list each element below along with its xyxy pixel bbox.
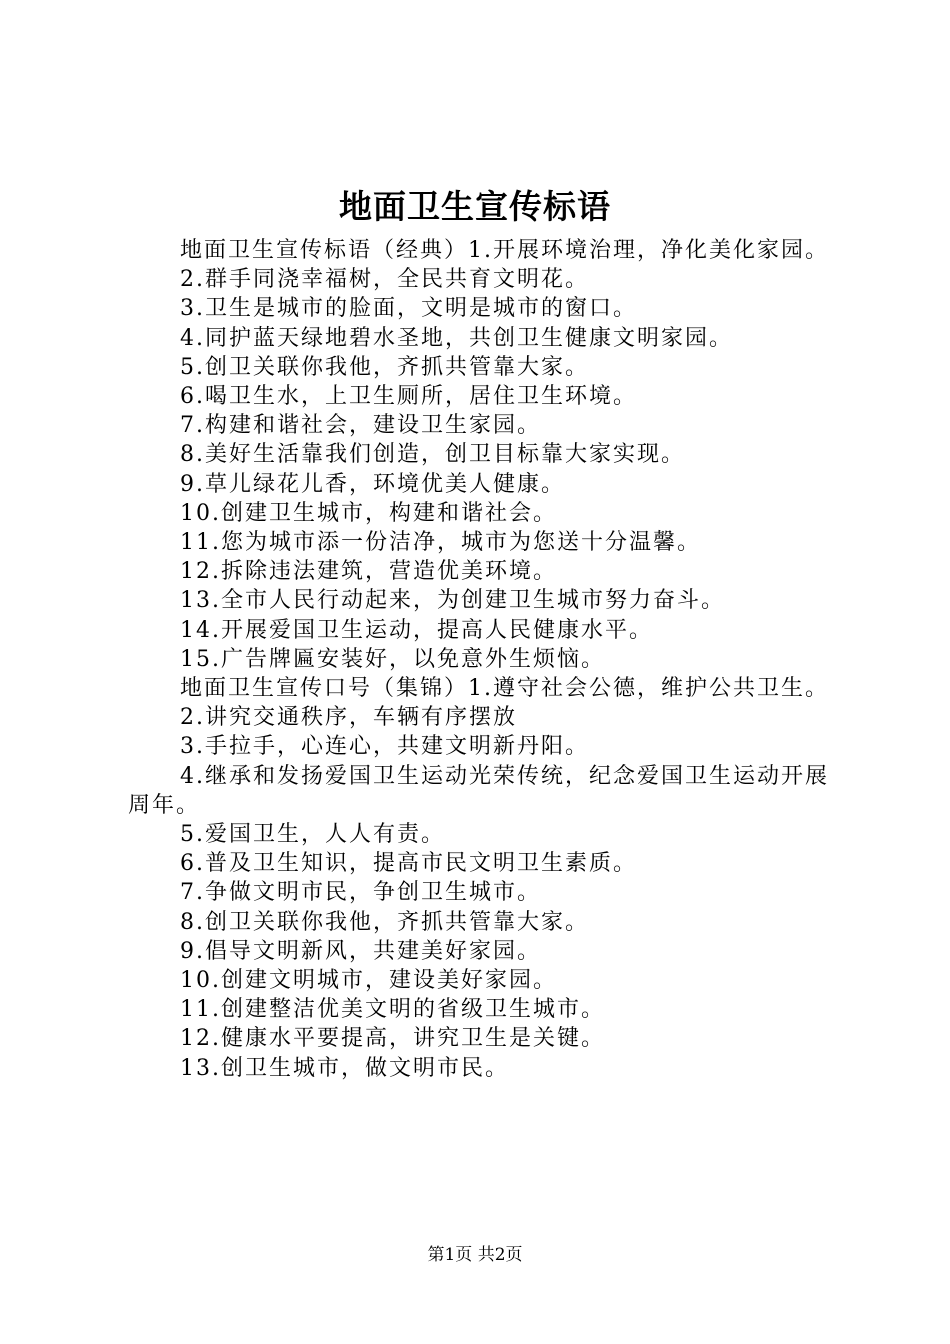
paragraph: 4.同护蓝天绿地碧水圣地，共创卫生健康文明家园。 bbox=[180, 325, 733, 351]
paragraph: 8.创卫关联你我他，齐抓共管靠大家。 bbox=[180, 909, 589, 935]
paragraph: 10.创建文明城市，建设美好家园。 bbox=[180, 968, 557, 994]
paragraph: 13.创卫生城市，做文明市民。 bbox=[180, 1055, 509, 1081]
paragraph: 地面卫生宣传标语（经典）1.开展环境治理，净化美化家园。 bbox=[180, 238, 829, 263]
paragraph: 11.创建整洁优美文明的省级卫生城市。 bbox=[180, 997, 605, 1023]
paragraph: 13.全市人民行动起来，为创建卫生城市努力奋斗。 bbox=[180, 588, 725, 614]
paragraph: 6.普及卫生知识，提高市民文明卫生素质。 bbox=[180, 851, 637, 877]
paragraph: 6.喝卫生水，上卫生厕所，居住卫生环境。 bbox=[180, 384, 637, 410]
document-title: 地面卫生宣传标语 bbox=[339, 187, 611, 226]
paragraph: 2.讲究交通秩序，车辆有序摆放 bbox=[180, 705, 517, 731]
paragraph: 5.爱国卫生，人人有责。 bbox=[180, 822, 445, 848]
paragraph: 3.卫生是城市的脸面，文明是城市的窗口。 bbox=[180, 296, 637, 322]
paragraph: 9.倡导文明新风，共建美好家园。 bbox=[180, 938, 541, 964]
paragraph: 地面卫生宣传口号（集锦）1.遵守社会公德，维护公共卫生。 bbox=[180, 676, 829, 702]
paragraph: 10.创建卫生城市，构建和谐社会。 bbox=[180, 500, 557, 526]
paragraph: 5.创卫关联你我他，齐抓共管靠大家。 bbox=[180, 354, 589, 380]
paragraph: 15.广告牌匾安装好，以免意外生烦恼。 bbox=[180, 646, 605, 672]
paragraph: 4.继承和发扬爱国卫生运动光荣传统，纪念爱国卫生运动开展周年。 bbox=[128, 763, 829, 818]
paragraph: 9.草儿绿花儿香，环境优美人健康。 bbox=[180, 471, 565, 497]
paragraph: 2.群手同浇幸福树，全民共育文明花。 bbox=[180, 267, 589, 293]
paragraph: 12.健康水平要提高，讲究卫生是关键。 bbox=[180, 1026, 605, 1052]
paragraph: 7.争做文明市民，争创卫生城市。 bbox=[180, 880, 541, 906]
paragraph: 12.拆除违法建筑，营造优美环境。 bbox=[180, 559, 557, 585]
paragraph: 3.手拉手，心连心，共建文明新丹阳。 bbox=[180, 734, 589, 760]
document-body bbox=[128, 236, 832, 1083]
paragraph: 14.开展爱国卫生运动，提高人民健康水平。 bbox=[180, 617, 653, 643]
page-footer: 第1页 共2页 bbox=[427, 1245, 523, 1265]
paragraph: 7.构建和谐社会，建设卫生家园。 bbox=[180, 413, 541, 439]
paragraph: 8.美好生活靠我们创造，创卫目标靠大家实现。 bbox=[180, 442, 685, 468]
paragraph: 11.您为城市添一份洁净，城市为您送十分温馨。 bbox=[180, 530, 701, 556]
